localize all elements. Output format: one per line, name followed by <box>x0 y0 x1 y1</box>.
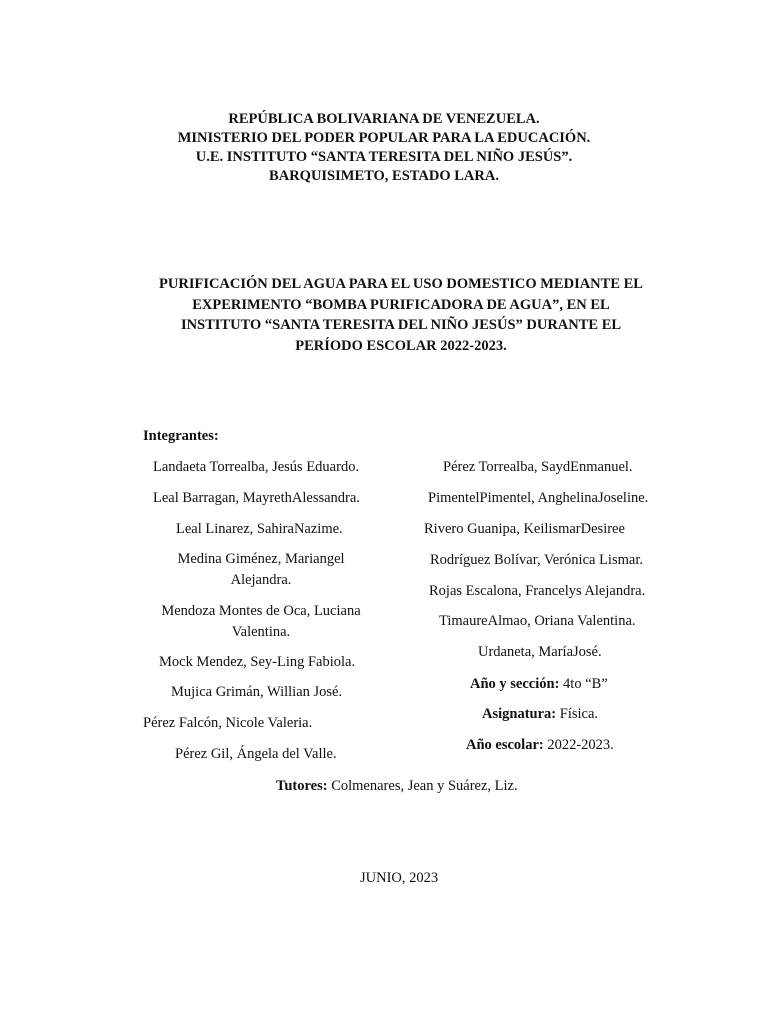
header-line-school: U.E. INSTITUTO “SANTA TERESITA DEL NIÑO JESÚS”. <box>195 149 573 165</box>
document-date: JUNIO, 2023 <box>360 870 439 886</box>
project-title <box>0 274 768 356</box>
member-left-1: Landaeta Torrealba, Jesús Eduardo. <box>153 459 360 475</box>
header-line-country: REPÚBLICA BOLIVARIANA DE VENEZUELA. <box>228 111 540 127</box>
member-left-5-line-2: Valentina. <box>231 624 291 640</box>
member-left-2: Leal Barragan, MayrethAlessandra. <box>153 490 360 506</box>
member-right-3: Rivero Guanipa, KeilismarDesiree <box>424 521 625 537</box>
section-label: Año y sección: <box>470 676 560 692</box>
member-right-2: PimentelPimentel, AnghelinaJoseline. <box>428 490 649 506</box>
title-line-3: INSTITUTO “SANTA TERESITA DEL NIÑO JESÚS” DURANTE EL <box>180 317 622 333</box>
subject-label: Asignatura: <box>482 706 557 722</box>
member-left-4-line-1: Medina Giménez, Mariangel <box>177 551 345 567</box>
member-right-5: Rojas Escalona, Francelys Alejandra. <box>429 583 646 599</box>
member-right-7: Urdaneta, MaríaJosé. <box>478 644 602 660</box>
school-year-label: Año escolar: <box>466 737 544 753</box>
section-value: 4to “B” <box>559 676 608 692</box>
tutors-line <box>276 778 518 795</box>
member-left-4-line-2: Alejandra. <box>230 572 292 588</box>
member-left-3: Leal Linarez, SahiraNazime. <box>176 521 343 537</box>
member-left-8: Pérez Falcón, Nicole Valeria. <box>143 715 313 731</box>
title-line-2: EXPERIMENTO “BOMBA PURIFICADORA DE AGUA”, EN EL <box>192 296 610 313</box>
institution-header <box>0 110 768 186</box>
header-line-city: BARQUISIMETO, ESTADO LARA. <box>269 168 499 184</box>
tutors-label: Tutores: <box>276 778 328 794</box>
member-right-6: TimaureAlmao, Oriana Valentina. <box>439 613 636 629</box>
member-left-9: Pérez Gil, Ángela del Valle. <box>175 746 337 762</box>
header-line-ministry: MINISTERIO DEL PODER POPULAR PARA LA EDUCACIÓN. <box>177 130 591 146</box>
member-right-1: Pérez Torrealba, SaydEnmanuel. <box>443 459 633 475</box>
school-year-value: 2022-2023. <box>543 737 614 753</box>
tutors-value: Colmenares, Jean y Suárez, Liz. <box>327 778 518 794</box>
subject-line <box>482 706 598 723</box>
section-line <box>470 676 608 693</box>
member-left-4 <box>160 549 362 591</box>
member-left-7: Mujica Grimán, Willian José. <box>171 684 343 700</box>
title-line-1: PURIFICACIÓN DEL AGUA PARA EL USO DOMESTICO MEDIANTE EL <box>159 276 643 292</box>
member-left-6: Mock Mendez, Sey-Ling Fabiola. <box>159 654 356 670</box>
member-left-5 <box>155 601 367 643</box>
title-line-4: PERÍODO ESCOLAR 2022-2023. <box>295 337 507 354</box>
school-year-line <box>466 737 614 754</box>
member-right-4: Rodríguez Bolívar, Verónica Lismar. <box>430 552 643 568</box>
members-heading: Integrantes: <box>143 428 219 444</box>
subject-value: Física. <box>556 706 599 722</box>
member-left-5-line-1: Mendoza Montes de Oca, Luciana <box>161 603 361 619</box>
